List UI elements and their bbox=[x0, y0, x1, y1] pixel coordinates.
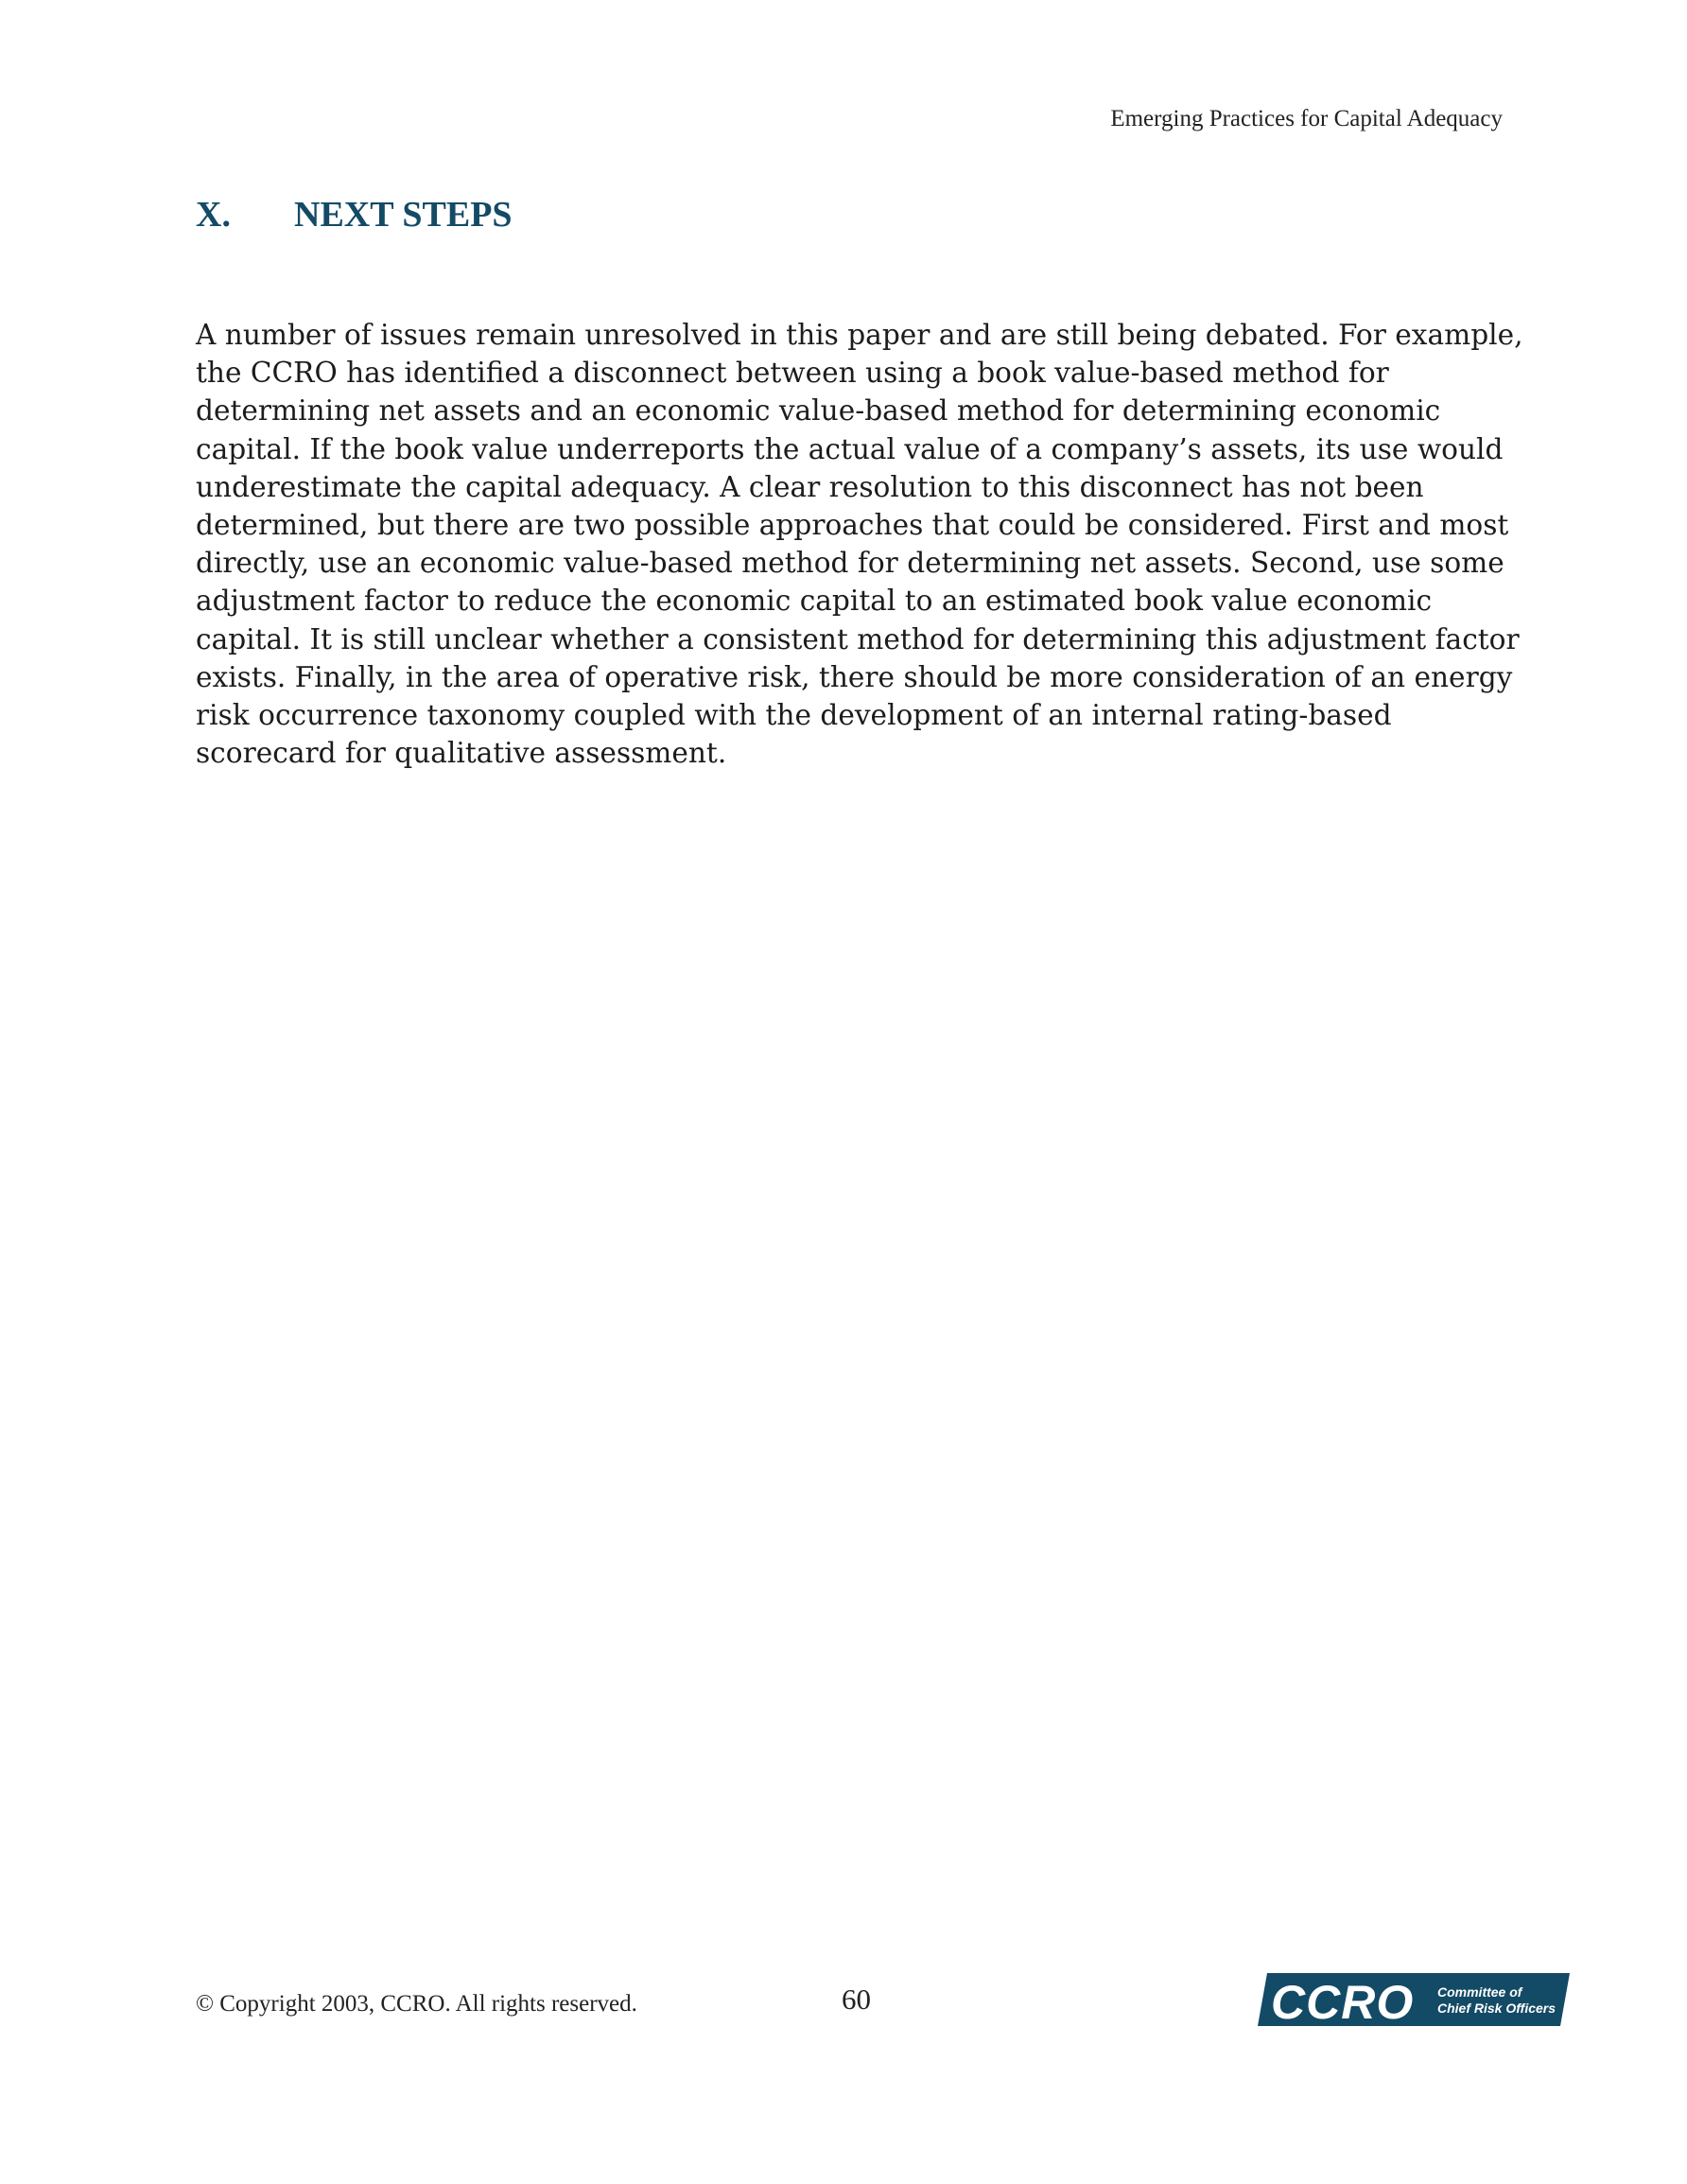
ccro-logo-wordmark: CCRO bbox=[1271, 1976, 1415, 2026]
section-number: X. bbox=[196, 195, 231, 235]
section-title: NEXT STEPS bbox=[294, 195, 513, 235]
ccro-logo-tagline-line1: Committee of bbox=[1437, 1984, 1522, 2000]
footer-copyright: © Copyright 2003, CCRO. All rights reserved. bbox=[196, 1991, 637, 2017]
ccro-logo-tagline-line2: Chief Risk Officers bbox=[1437, 2001, 1557, 2016]
page-number: 60 bbox=[842, 1983, 871, 2016]
ccro-logo bbox=[1258, 1973, 1570, 2026]
section-heading bbox=[196, 194, 513, 236]
body-paragraph: A number of issues remain unresolved in this paper and are still being debated. For example, the CCRO has identified a disconnect between using a book value-based method for determining net assets and an economic value-based method for determining economic capital. If the book value underreports the actual value of a company’s assets, its use would underestimate the capital adequacy. A clear resolution to this disconnect has not been determined, but there are two possible approaches that could be considered. First and most directly, use an economic value-based method for determining net assets. Second, use some adjustment factor to reduce the economic capital to an estimated book value economic capital. It is still unclear whether a consistent method for determining this adjustment factor exists. Finally, in the area of operative risk, there should be more consideration of an energy risk occurrence taxonomy coupled with the development of an internal rating-based scorecard for qualitative assessment. bbox=[196, 319, 1523, 770]
running-header: Emerging Practices for Capital Adequacy bbox=[1110, 106, 1503, 131]
